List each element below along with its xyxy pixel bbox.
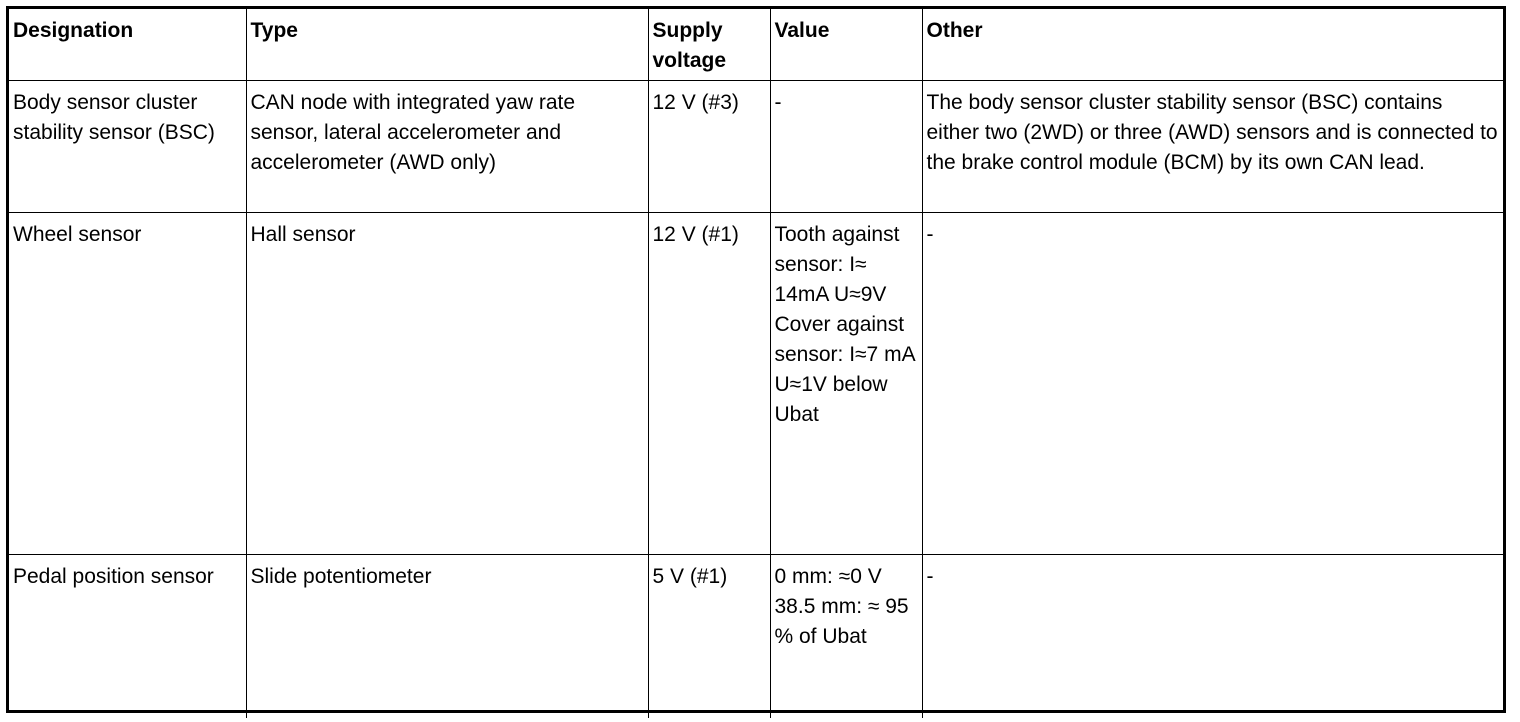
header-supply-voltage: Supply voltage [648,9,770,81]
table-row [9,81,1503,213]
header-other: Other [922,9,1503,81]
cell-value: - [770,81,922,213]
table-row [9,555,1503,718]
cell-designation: Pedal position sensor [9,555,246,718]
cell-type: CAN node with integrated yaw rate sensor, lateral accelerometer and accelerometer (AWD only) [246,81,648,213]
header-designation: Designation [9,9,246,81]
cell-designation: Wheel sensor [9,213,246,555]
cell-supply-voltage: 12 V (#3) [648,81,770,213]
cell-type: Hall sensor [246,213,648,555]
cell-value: 0 mm: ≈0 V 38.5 mm: ≈ 95 % of Ubat [770,555,922,718]
header-value: Value [770,9,922,81]
cell-type: Slide potentiometer [246,555,648,718]
cell-supply-voltage: 12 V (#1) [648,213,770,555]
header-type: Type [246,9,648,81]
table-header-row [9,9,1503,81]
table-row [9,213,1503,555]
sensor-specification-table [9,9,1503,718]
cell-value: Tooth against sensor: I≈ 14mA U≈9V Cover against sensor: I≈7 mA U≈1V below Ubat [770,213,922,555]
sensor-table-frame [6,6,1506,713]
cell-other: - [922,555,1503,718]
cell-other: The body sensor cluster stability sensor (BSC) contains either two (2WD) or three (AWD) sensors and is connected to the brake control module (BCM) by its own CAN lead. [922,81,1503,213]
cell-designation: Body sensor cluster stability sensor (BSC) [9,81,246,213]
cell-other: - [922,213,1503,555]
cell-supply-voltage: 5 V (#1) [648,555,770,718]
